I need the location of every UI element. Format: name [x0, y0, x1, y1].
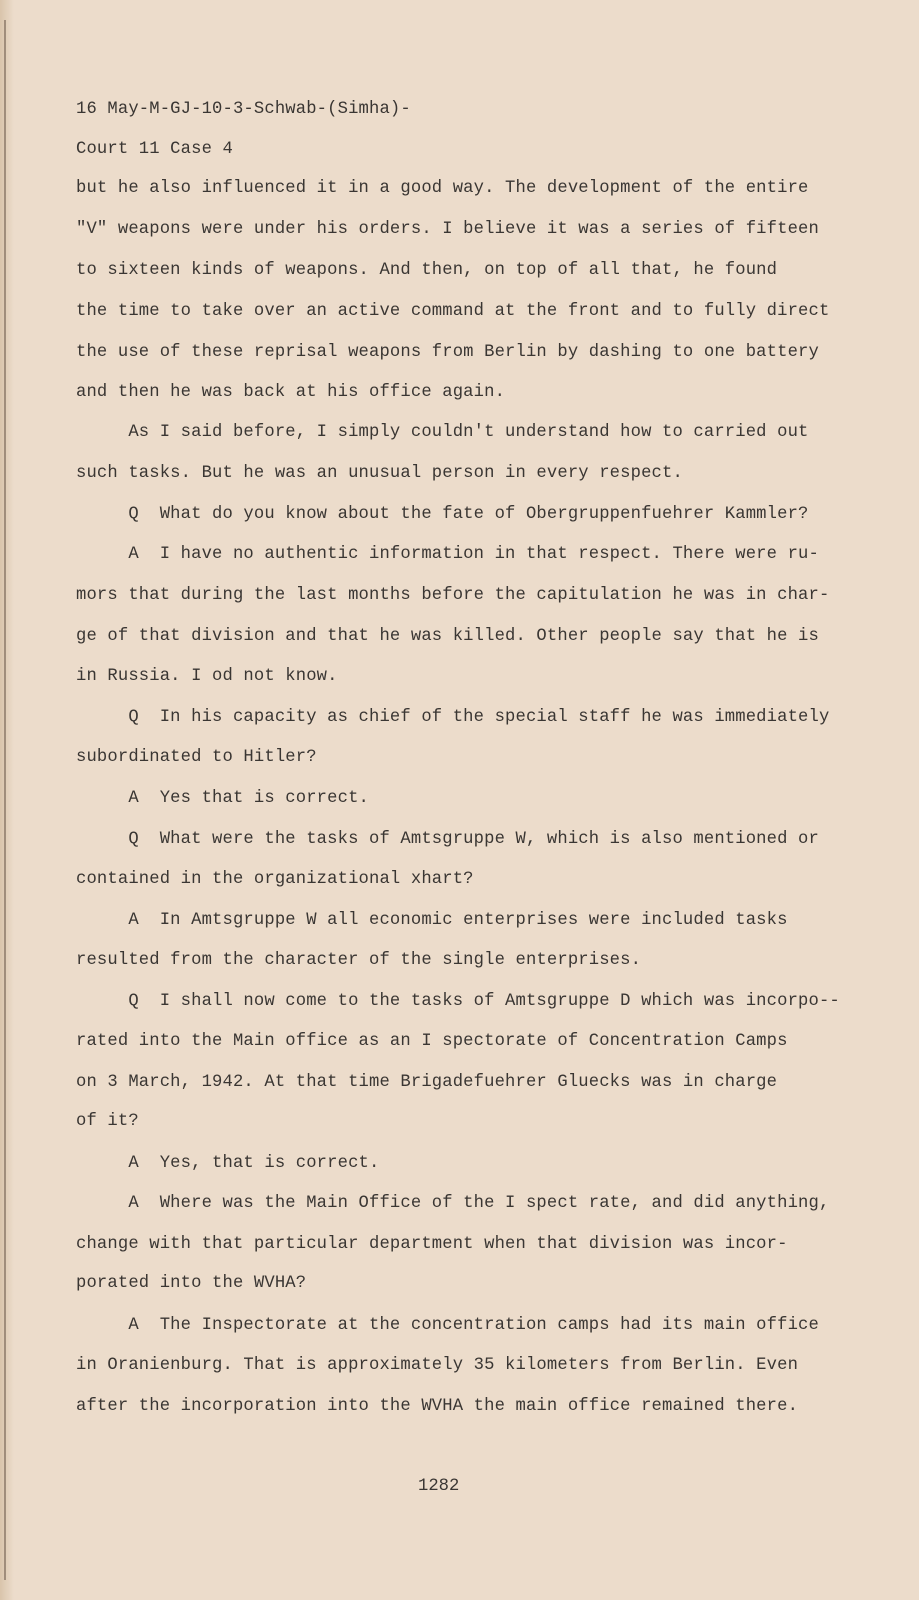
text-line: As I said before, I simply couldn't understand how to carried out — [76, 423, 809, 442]
text-line: A In Amtsgruppe W all economic enterprises were included tasks — [76, 911, 788, 930]
text-line: in Russia. I od not know. — [76, 667, 338, 686]
text-line: in Oranienburg. That is approximately 35 kilometers from Berlin. Even — [76, 1356, 799, 1375]
text-line: Q In his capacity as chief of the special staff he was immediately — [76, 708, 830, 727]
text-line: Q What do you know about the fate of Obergruppenfuehrer Kammler? — [76, 505, 809, 524]
text-line: "V" weapons were under his orders. I believe it was a series of fifteen — [76, 220, 819, 239]
text-line: rated into the Main office as an I spectorate of Concentration Camps — [76, 1032, 788, 1051]
text-line: A Yes that is correct. — [76, 789, 369, 808]
text-line: A Yes, that is correct. — [76, 1154, 380, 1173]
text-line: and then he was back at his office again. — [76, 383, 506, 402]
text-line: of it? — [76, 1112, 139, 1131]
text-line: the time to take over an active command at the front and to fully direct — [76, 302, 830, 321]
text-line: to sixteen kinds of weapons. And then, on top of all that, he found — [76, 261, 778, 280]
text-line: ge of that division and that he was killed. Other people say that he is — [76, 627, 819, 646]
text-line: but he also influenced it in a good way. The development of the entire — [76, 179, 809, 198]
text-line: porated into the WVHA? — [76, 1274, 307, 1293]
text-line: resulted from the character of the single enterprises. — [76, 951, 642, 970]
text-line: on 3 March, 1942. At that time Brigadefuehrer Gluecks was in charge — [76, 1073, 778, 1092]
header-line-1: 16 May-M-GJ-10-3-Schwab-(Simha)- — [76, 100, 411, 119]
text-line: mors that during the last months before the capitulation he was in char- — [76, 586, 830, 605]
text-line: Q I shall now come to the tasks of Amtsgruppe D which was incorpo-- — [76, 992, 840, 1011]
text-line: after the incorporation into the WVHA the main office remained there. — [76, 1397, 799, 1416]
text-line: A I have no authentic information in that respect. There were ru- — [76, 545, 819, 564]
header-line-2: Court 11 Case 4 — [76, 140, 233, 159]
text-line: such tasks. But he was an unusual person in every respect. — [76, 464, 683, 483]
page-number: 1282 — [418, 1477, 460, 1496]
text-line: contained in the organizational xhart? — [76, 870, 474, 889]
text-line: A The Inspectorate at the concentration camps had its main office — [76, 1316, 819, 1335]
binding-mark — [4, 20, 9, 1580]
text-line: A Where was the Main Office of the I spect rate, and did anything, — [76, 1194, 830, 1213]
text-line: change with that particular department when that division was incor- — [76, 1235, 788, 1254]
text-line: Q What were the tasks of Amtsgruppe W, which is also mentioned or — [76, 830, 819, 849]
text-line: subordinated to Hitler? — [76, 748, 317, 767]
text-line: the use of these reprisal weapons from Berlin by dashing to one battery — [76, 343, 819, 362]
